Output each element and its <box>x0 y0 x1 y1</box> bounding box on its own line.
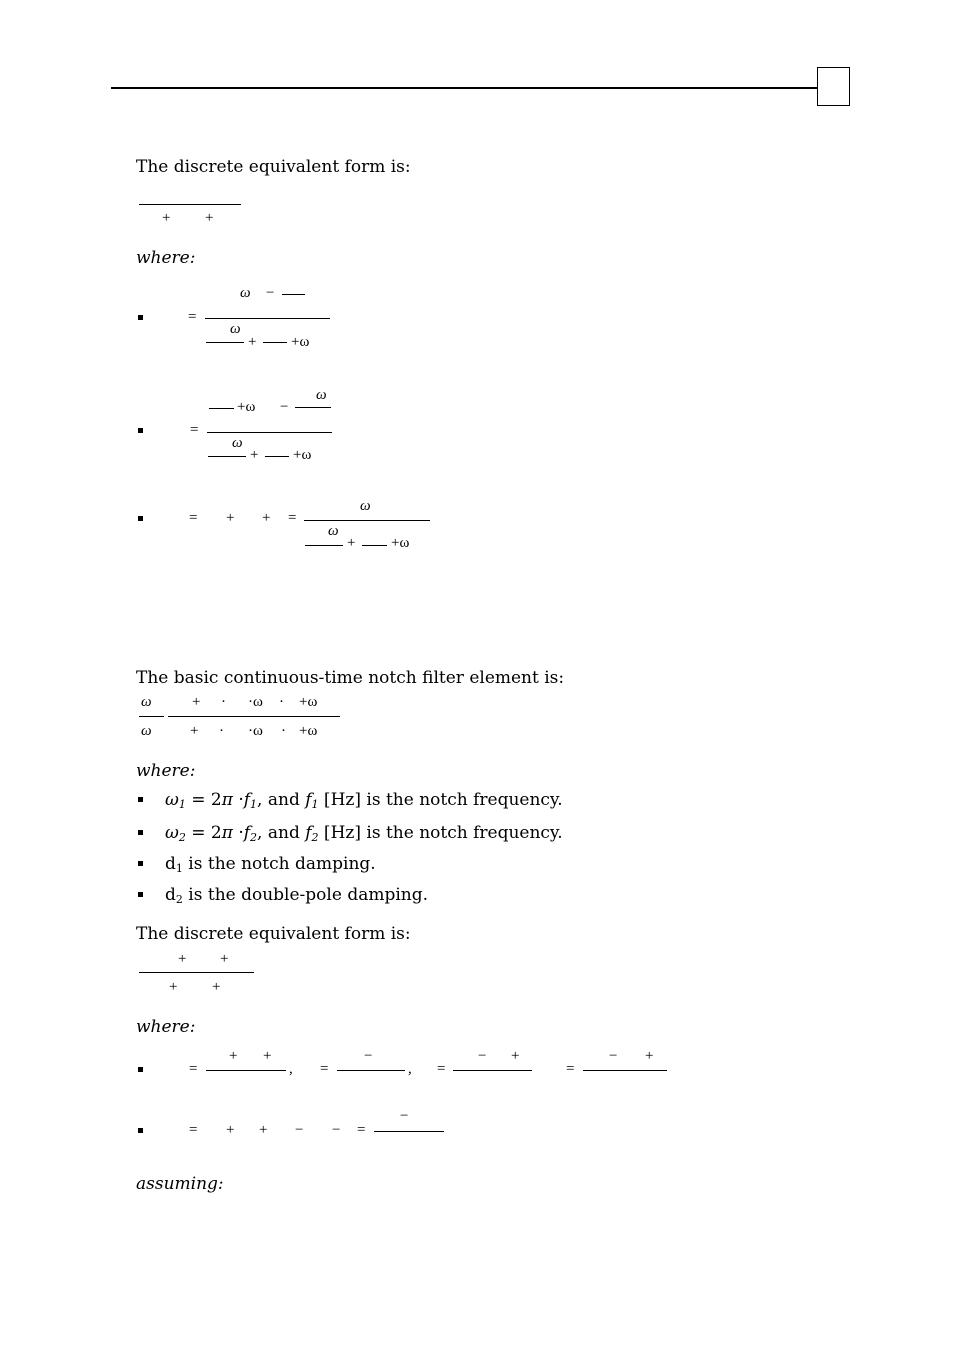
bullet <box>138 892 143 897</box>
assuming-label: assuming: <box>136 1174 224 1194</box>
discrete-form-intro-2: The discrete equivalent form is: <box>136 924 411 944</box>
bullet <box>138 315 143 320</box>
bullet <box>138 797 143 802</box>
discrete-form-intro: The discrete equivalent form is: <box>136 157 411 177</box>
d1-definition: $d_1$ is the notch damping. <box>165 854 376 875</box>
where-label: where: <box>136 248 196 268</box>
notch-filter-intro: The basic continuous-time notch filter element is: <box>136 668 565 688</box>
bullet <box>138 1067 143 1072</box>
bullet <box>138 861 143 866</box>
bullet <box>138 516 143 521</box>
bullet <box>138 428 143 433</box>
page-number-box <box>817 67 850 106</box>
omega2-definition: $\omega_2 = 2\pi \cdot f_2$, and $f_2$ [Hz] is the notch frequency. <box>165 823 563 844</box>
header-rule <box>111 87 818 89</box>
bullet <box>138 830 143 835</box>
bullet <box>138 1128 143 1133</box>
where-label-2: where: <box>136 761 196 781</box>
d2-definition: $d_2$ is the double-pole damping. <box>165 885 429 906</box>
where-label-3: where: <box>136 1017 196 1037</box>
omega1-definition: $\omega_1 = 2\pi \cdot f_1$, and $f_1$ [Hz] is the notch frequency. <box>165 790 563 811</box>
